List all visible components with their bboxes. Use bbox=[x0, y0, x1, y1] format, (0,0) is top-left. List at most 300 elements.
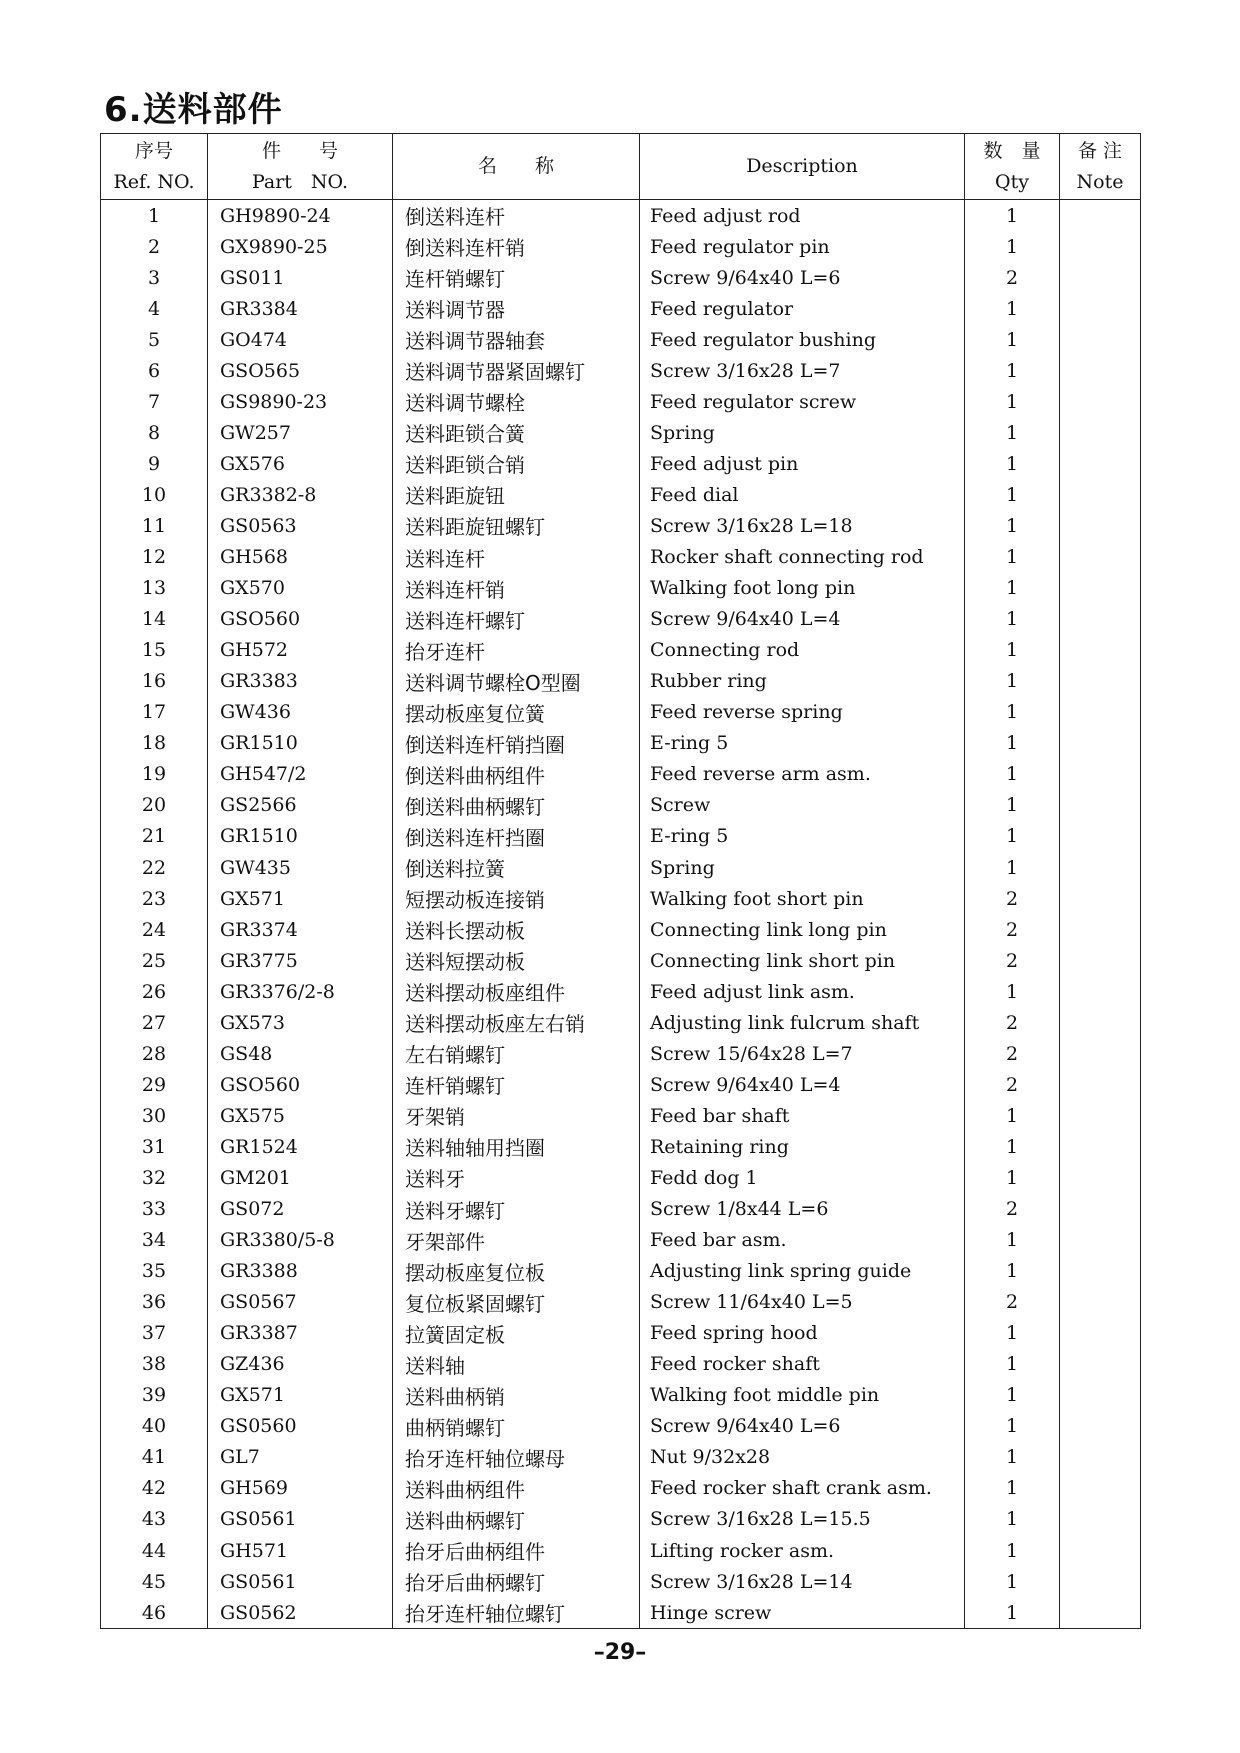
table-row bbox=[101, 604, 1141, 635]
chinese-name-cell: 送料曲柄螺钉 bbox=[393, 1504, 640, 1535]
table-row bbox=[101, 1504, 1141, 1535]
ref-cell: 15 bbox=[101, 635, 208, 666]
part-number-cell: GO474 bbox=[208, 324, 393, 355]
note-cell bbox=[1060, 821, 1141, 852]
description-cell: Feed regulator bbox=[640, 293, 965, 324]
part-number-cell: GS2566 bbox=[208, 790, 393, 821]
note-cell bbox=[1060, 883, 1141, 914]
qty-cell: 1 bbox=[965, 604, 1060, 635]
header-note bbox=[1060, 134, 1141, 200]
description-cell: Adjusting link spring guide bbox=[640, 1256, 965, 1287]
ref-cell: 21 bbox=[101, 821, 208, 852]
chinese-name-cell: 送料调节器 bbox=[393, 293, 640, 324]
ref-cell: 7 bbox=[101, 386, 208, 417]
note-cell bbox=[1060, 1256, 1141, 1287]
qty-cell: 1 bbox=[965, 293, 1060, 324]
note-cell bbox=[1060, 355, 1141, 386]
qty-cell: 1 bbox=[965, 386, 1060, 417]
chinese-name-cell: 倒送料拉簧 bbox=[393, 852, 640, 883]
ref-cell: 43 bbox=[101, 1504, 208, 1535]
header-name bbox=[393, 134, 640, 200]
qty-cell: 1 bbox=[965, 697, 1060, 728]
note-cell bbox=[1060, 1597, 1141, 1629]
ref-cell: 39 bbox=[101, 1380, 208, 1411]
part-number-cell: GH569 bbox=[208, 1473, 393, 1504]
ref-cell: 10 bbox=[101, 479, 208, 510]
note-cell bbox=[1060, 1504, 1141, 1535]
header-part-en: Part NO. bbox=[251, 170, 349, 193]
ref-cell: 11 bbox=[101, 510, 208, 541]
chinese-name-cell: 抬牙后曲柄螺钉 bbox=[393, 1566, 640, 1597]
note-cell bbox=[1060, 1007, 1141, 1038]
note-cell bbox=[1060, 914, 1141, 945]
chinese-name-cell: 倒送料连杆销 bbox=[393, 231, 640, 262]
note-cell bbox=[1060, 945, 1141, 976]
description-cell: Feed regulator bushing bbox=[640, 324, 965, 355]
description-cell: Screw 15/64x28 L=7 bbox=[640, 1038, 965, 1069]
note-cell bbox=[1060, 852, 1141, 883]
ref-cell: 36 bbox=[101, 1287, 208, 1318]
ref-cell: 29 bbox=[101, 1069, 208, 1100]
qty-cell: 1 bbox=[965, 1442, 1060, 1473]
chinese-name-cell: 送料牙 bbox=[393, 1162, 640, 1193]
part-number-cell: GH9890-24 bbox=[208, 200, 393, 232]
chinese-name-cell: 牙架销 bbox=[393, 1100, 640, 1131]
chinese-name-cell: 送料长摆动板 bbox=[393, 914, 640, 945]
table-row bbox=[101, 293, 1141, 324]
header-qty-cn: 数 量 bbox=[983, 139, 1041, 162]
chinese-name-cell: 送料调节螺栓 bbox=[393, 386, 640, 417]
qty-cell: 1 bbox=[965, 635, 1060, 666]
table-row bbox=[101, 1194, 1141, 1225]
description-cell: E-ring 5 bbox=[640, 821, 965, 852]
qty-cell: 1 bbox=[965, 1318, 1060, 1349]
ref-cell: 35 bbox=[101, 1256, 208, 1287]
part-number-cell: GSO560 bbox=[208, 1069, 393, 1100]
chinese-name-cell: 送料牙螺钉 bbox=[393, 1194, 640, 1225]
part-number-cell: GR3376/2-8 bbox=[208, 976, 393, 1007]
description-cell: Feed reverse spring bbox=[640, 697, 965, 728]
qty-cell: 1 bbox=[965, 1535, 1060, 1566]
table-row bbox=[101, 1566, 1141, 1597]
note-cell bbox=[1060, 324, 1141, 355]
description-cell: Screw 9/64x40 L=4 bbox=[640, 1069, 965, 1100]
description-cell: Adjusting link fulcrum shaft bbox=[640, 1007, 965, 1038]
chinese-name-cell: 送料短摆动板 bbox=[393, 945, 640, 976]
description-cell: Feed regulator screw bbox=[640, 386, 965, 417]
part-number-cell: GS011 bbox=[208, 262, 393, 293]
chinese-name-cell: 送料连杆 bbox=[393, 542, 640, 573]
part-number-cell: GH547/2 bbox=[208, 759, 393, 790]
part-number-cell: GR3388 bbox=[208, 1256, 393, 1287]
part-number-cell: GW436 bbox=[208, 697, 393, 728]
description-cell: Screw bbox=[640, 790, 965, 821]
table-row bbox=[101, 728, 1141, 759]
note-cell bbox=[1060, 1566, 1141, 1597]
part-number-cell: GR3383 bbox=[208, 666, 393, 697]
header-note-en: Note bbox=[1076, 170, 1124, 193]
qty-cell: 1 bbox=[965, 1162, 1060, 1193]
description-cell: Hinge screw bbox=[640, 1597, 965, 1629]
chinese-name-cell: 送料曲柄组件 bbox=[393, 1473, 640, 1504]
description-cell: Screw 3/16x28 L=15.5 bbox=[640, 1504, 965, 1535]
chinese-name-cell: 送料距旋钮 bbox=[393, 479, 640, 510]
qty-cell: 1 bbox=[965, 1473, 1060, 1504]
note-cell bbox=[1060, 573, 1141, 604]
ref-cell: 44 bbox=[101, 1535, 208, 1566]
header-name-cn: 名 称 bbox=[477, 155, 554, 177]
chinese-name-cell: 抬牙连杆 bbox=[393, 635, 640, 666]
qty-cell: 1 bbox=[965, 1597, 1060, 1629]
ref-cell: 1 bbox=[101, 200, 208, 232]
table-row bbox=[101, 883, 1141, 914]
qty-cell: 1 bbox=[965, 542, 1060, 573]
description-cell: Screw 9/64x40 L=6 bbox=[640, 262, 965, 293]
description-cell: Screw 3/16x28 L=14 bbox=[640, 1566, 965, 1597]
table-row bbox=[101, 1162, 1141, 1193]
table-header-row bbox=[101, 134, 1141, 200]
part-number-cell: GX573 bbox=[208, 1007, 393, 1038]
note-cell bbox=[1060, 510, 1141, 541]
qty-cell: 1 bbox=[965, 231, 1060, 262]
part-number-cell: GS0560 bbox=[208, 1411, 393, 1442]
description-cell: Rocker shaft connecting rod bbox=[640, 542, 965, 573]
qty-cell: 1 bbox=[965, 479, 1060, 510]
part-number-cell: GH571 bbox=[208, 1535, 393, 1566]
table-row bbox=[101, 759, 1141, 790]
note-cell bbox=[1060, 1411, 1141, 1442]
header-note-cn: 备 注 bbox=[1077, 139, 1123, 162]
part-number-cell: GR3382-8 bbox=[208, 479, 393, 510]
table-row bbox=[101, 976, 1141, 1007]
qty-cell: 2 bbox=[965, 262, 1060, 293]
table-row bbox=[101, 1411, 1141, 1442]
ref-cell: 37 bbox=[101, 1318, 208, 1349]
ref-cell: 42 bbox=[101, 1473, 208, 1504]
description-cell: Screw 9/64x40 L=6 bbox=[640, 1411, 965, 1442]
chinese-name-cell: 拉簧固定板 bbox=[393, 1318, 640, 1349]
table-row bbox=[101, 355, 1141, 386]
table-row bbox=[101, 1473, 1141, 1504]
part-number-cell: GX576 bbox=[208, 448, 393, 479]
header-qty-en: Qty bbox=[995, 170, 1029, 193]
chinese-name-cell: 送料连杆螺钉 bbox=[393, 604, 640, 635]
chinese-name-cell: 曲柄销螺钉 bbox=[393, 1411, 640, 1442]
ref-cell: 3 bbox=[101, 262, 208, 293]
note-cell bbox=[1060, 293, 1141, 324]
ref-cell: 12 bbox=[101, 542, 208, 573]
ref-cell: 22 bbox=[101, 852, 208, 883]
qty-cell: 1 bbox=[965, 976, 1060, 1007]
qty-cell: 1 bbox=[965, 1225, 1060, 1256]
table-row bbox=[101, 1100, 1141, 1131]
chinese-name-cell: 左右销螺钉 bbox=[393, 1038, 640, 1069]
chinese-name-cell: 连杆销螺钉 bbox=[393, 262, 640, 293]
description-cell: Walking foot short pin bbox=[640, 883, 965, 914]
description-cell: Feed rocker shaft crank asm. bbox=[640, 1473, 965, 1504]
note-cell bbox=[1060, 759, 1141, 790]
table-row bbox=[101, 821, 1141, 852]
part-number-cell: GR3775 bbox=[208, 945, 393, 976]
note-cell bbox=[1060, 262, 1141, 293]
ref-cell: 14 bbox=[101, 604, 208, 635]
note-cell bbox=[1060, 1069, 1141, 1100]
table-row bbox=[101, 914, 1141, 945]
page-title: 6.送料部件 bbox=[104, 90, 283, 130]
note-cell bbox=[1060, 697, 1141, 728]
chinese-name-cell: 倒送料连杆 bbox=[393, 200, 640, 232]
table-row bbox=[101, 417, 1141, 448]
table-row bbox=[101, 573, 1141, 604]
ref-cell: 13 bbox=[101, 573, 208, 604]
qty-cell: 1 bbox=[965, 790, 1060, 821]
note-cell bbox=[1060, 1038, 1141, 1069]
ref-cell: 20 bbox=[101, 790, 208, 821]
qty-cell: 2 bbox=[965, 1069, 1060, 1100]
page-number: –29– bbox=[593, 1640, 647, 1665]
chinese-name-cell: 送料调节器轴套 bbox=[393, 324, 640, 355]
ref-cell: 9 bbox=[101, 448, 208, 479]
parts-table-body bbox=[101, 200, 1141, 1629]
note-cell bbox=[1060, 1131, 1141, 1162]
description-cell: Feed spring hood bbox=[640, 1318, 965, 1349]
chinese-name-cell: 摆动板座复位板 bbox=[393, 1256, 640, 1287]
description-cell: Screw 3/16x28 L=7 bbox=[640, 355, 965, 386]
ref-cell: 38 bbox=[101, 1349, 208, 1380]
description-cell: Retaining ring bbox=[640, 1131, 965, 1162]
part-number-cell: GW257 bbox=[208, 417, 393, 448]
header-part bbox=[208, 134, 393, 200]
table-row bbox=[101, 1007, 1141, 1038]
part-number-cell: GS072 bbox=[208, 1194, 393, 1225]
chinese-name-cell: 送料调节器紧固螺钉 bbox=[393, 355, 640, 386]
ref-cell: 40 bbox=[101, 1411, 208, 1442]
note-cell bbox=[1060, 417, 1141, 448]
qty-cell: 1 bbox=[965, 1411, 1060, 1442]
note-cell bbox=[1060, 976, 1141, 1007]
qty-cell: 2 bbox=[965, 1007, 1060, 1038]
part-number-cell: GR1510 bbox=[208, 821, 393, 852]
qty-cell: 1 bbox=[965, 448, 1060, 479]
qty-cell: 2 bbox=[965, 1287, 1060, 1318]
description-cell: Feed bar asm. bbox=[640, 1225, 965, 1256]
part-number-cell: GR3380/5-8 bbox=[208, 1225, 393, 1256]
qty-cell: 2 bbox=[965, 914, 1060, 945]
note-cell bbox=[1060, 542, 1141, 573]
qty-cell: 1 bbox=[965, 728, 1060, 759]
qty-cell: 1 bbox=[965, 573, 1060, 604]
table-row bbox=[101, 1442, 1141, 1473]
chinese-name-cell: 牙架部件 bbox=[393, 1225, 640, 1256]
chinese-name-cell: 送料轴轴用挡圈 bbox=[393, 1131, 640, 1162]
description-cell: Feed regulator pin bbox=[640, 231, 965, 262]
table-row bbox=[101, 1225, 1141, 1256]
ref-cell: 46 bbox=[101, 1597, 208, 1629]
table-row bbox=[101, 852, 1141, 883]
part-number-cell: GX571 bbox=[208, 1380, 393, 1411]
table-row bbox=[101, 386, 1141, 417]
note-cell bbox=[1060, 604, 1141, 635]
description-cell: Screw 9/64x40 L=4 bbox=[640, 604, 965, 635]
note-cell bbox=[1060, 1442, 1141, 1473]
ref-cell: 6 bbox=[101, 355, 208, 386]
qty-cell: 2 bbox=[965, 1194, 1060, 1225]
ref-cell: 18 bbox=[101, 728, 208, 759]
chinese-name-cell: 倒送料连杆销挡圈 bbox=[393, 728, 640, 759]
part-number-cell: GR1524 bbox=[208, 1131, 393, 1162]
note-cell bbox=[1060, 1162, 1141, 1193]
ref-cell: 33 bbox=[101, 1194, 208, 1225]
qty-cell: 1 bbox=[965, 1504, 1060, 1535]
ref-cell: 31 bbox=[101, 1131, 208, 1162]
ref-cell: 26 bbox=[101, 976, 208, 1007]
note-cell bbox=[1060, 1225, 1141, 1256]
table-row bbox=[101, 1131, 1141, 1162]
ref-cell: 32 bbox=[101, 1162, 208, 1193]
qty-cell: 1 bbox=[965, 200, 1060, 232]
qty-cell: 2 bbox=[965, 945, 1060, 976]
chinese-name-cell: 送料摆动板座组件 bbox=[393, 976, 640, 1007]
table-row bbox=[101, 666, 1141, 697]
chinese-name-cell: 送料曲柄销 bbox=[393, 1380, 640, 1411]
table-row bbox=[101, 1380, 1141, 1411]
description-cell: Connecting link short pin bbox=[640, 945, 965, 976]
part-number-cell: GH568 bbox=[208, 542, 393, 573]
qty-cell: 1 bbox=[965, 759, 1060, 790]
table-row bbox=[101, 790, 1141, 821]
chinese-name-cell: 送料摆动板座左右销 bbox=[393, 1007, 640, 1038]
ref-cell: 41 bbox=[101, 1442, 208, 1473]
description-cell: Screw 11/64x40 L=5 bbox=[640, 1287, 965, 1318]
table-row bbox=[101, 1535, 1141, 1566]
part-number-cell: GR3384 bbox=[208, 293, 393, 324]
table-row bbox=[101, 1069, 1141, 1100]
description-cell: Connecting rod bbox=[640, 635, 965, 666]
description-cell: Rubber ring bbox=[640, 666, 965, 697]
table-row bbox=[101, 1349, 1141, 1380]
table-row bbox=[101, 231, 1141, 262]
description-cell: Screw 3/16x28 L=18 bbox=[640, 510, 965, 541]
part-number-cell: GSO560 bbox=[208, 604, 393, 635]
description-cell: Spring bbox=[640, 852, 965, 883]
note-cell bbox=[1060, 1194, 1141, 1225]
ref-cell: 45 bbox=[101, 1566, 208, 1597]
ref-cell: 19 bbox=[101, 759, 208, 790]
qty-cell: 1 bbox=[965, 1349, 1060, 1380]
part-number-cell: GS9890-23 bbox=[208, 386, 393, 417]
description-cell: Connecting link long pin bbox=[640, 914, 965, 945]
chinese-name-cell: 送料调节螺栓O型圈 bbox=[393, 666, 640, 697]
chinese-name-cell: 抬牙连杆轴位螺母 bbox=[393, 1442, 640, 1473]
part-number-cell: GL7 bbox=[208, 1442, 393, 1473]
table-row bbox=[101, 479, 1141, 510]
part-number-cell: GR1510 bbox=[208, 728, 393, 759]
note-cell bbox=[1060, 448, 1141, 479]
part-number-cell: GM201 bbox=[208, 1162, 393, 1193]
description-cell: Feed reverse arm asm. bbox=[640, 759, 965, 790]
chinese-name-cell: 抬牙后曲柄组件 bbox=[393, 1535, 640, 1566]
table-row bbox=[101, 697, 1141, 728]
description-cell: Feed rocker shaft bbox=[640, 1349, 965, 1380]
table-row bbox=[101, 448, 1141, 479]
note-cell bbox=[1060, 666, 1141, 697]
ref-cell: 16 bbox=[101, 666, 208, 697]
chinese-name-cell: 短摆动板连接销 bbox=[393, 883, 640, 914]
chinese-name-cell: 送料距旋钮螺钉 bbox=[393, 510, 640, 541]
table-row bbox=[101, 1318, 1141, 1349]
part-number-cell: GX570 bbox=[208, 573, 393, 604]
note-cell bbox=[1060, 1287, 1141, 1318]
chinese-name-cell: 送料轴 bbox=[393, 1349, 640, 1380]
table-row bbox=[101, 1256, 1141, 1287]
qty-cell: 2 bbox=[965, 883, 1060, 914]
header-ref bbox=[101, 134, 208, 200]
chinese-name-cell: 连杆销螺钉 bbox=[393, 1069, 640, 1100]
header-description bbox=[640, 134, 965, 200]
qty-cell: 1 bbox=[965, 355, 1060, 386]
qty-cell: 1 bbox=[965, 852, 1060, 883]
header-description-en: Description bbox=[746, 155, 858, 177]
part-number-cell: GS0561 bbox=[208, 1566, 393, 1597]
ref-cell: 8 bbox=[101, 417, 208, 448]
qty-cell: 1 bbox=[965, 1256, 1060, 1287]
part-number-cell: GR3387 bbox=[208, 1318, 393, 1349]
part-number-cell: GS0563 bbox=[208, 510, 393, 541]
table-row bbox=[101, 945, 1141, 976]
qty-cell: 1 bbox=[965, 417, 1060, 448]
ref-cell: 28 bbox=[101, 1038, 208, 1069]
note-cell bbox=[1060, 1380, 1141, 1411]
part-number-cell: GR3374 bbox=[208, 914, 393, 945]
chinese-name-cell: 倒送料连杆挡圈 bbox=[393, 821, 640, 852]
note-cell bbox=[1060, 231, 1141, 262]
part-number-cell: GX9890-25 bbox=[208, 231, 393, 262]
parts-table bbox=[100, 133, 1141, 1629]
part-number-cell: GS0562 bbox=[208, 1597, 393, 1629]
ref-cell: 30 bbox=[101, 1100, 208, 1131]
qty-cell: 1 bbox=[965, 1131, 1060, 1162]
chinese-name-cell: 摆动板座复位簧 bbox=[393, 697, 640, 728]
ref-cell: 27 bbox=[101, 1007, 208, 1038]
description-cell: Feed adjust link asm. bbox=[640, 976, 965, 1007]
note-cell bbox=[1060, 635, 1141, 666]
qty-cell: 1 bbox=[965, 510, 1060, 541]
part-number-cell: GZ436 bbox=[208, 1349, 393, 1380]
table-row bbox=[101, 510, 1141, 541]
ref-cell: 24 bbox=[101, 914, 208, 945]
note-cell bbox=[1060, 200, 1141, 232]
qty-cell: 2 bbox=[965, 1038, 1060, 1069]
note-cell bbox=[1060, 728, 1141, 759]
part-number-cell: GH572 bbox=[208, 635, 393, 666]
header-qty bbox=[965, 134, 1060, 200]
header-ref-cn: 序号 bbox=[134, 139, 173, 162]
table-row bbox=[101, 635, 1141, 666]
description-cell: Feed dial bbox=[640, 479, 965, 510]
qty-cell: 1 bbox=[965, 1100, 1060, 1131]
qty-cell: 1 bbox=[965, 666, 1060, 697]
description-cell: Feed adjust pin bbox=[640, 448, 965, 479]
ref-cell: 23 bbox=[101, 883, 208, 914]
description-cell: Nut 9/32x28 bbox=[640, 1442, 965, 1473]
description-cell: Walking foot long pin bbox=[640, 573, 965, 604]
chinese-name-cell: 倒送料曲柄组件 bbox=[393, 759, 640, 790]
table-row bbox=[101, 200, 1141, 232]
part-number-cell: GX575 bbox=[208, 1100, 393, 1131]
qty-cell: 1 bbox=[965, 1566, 1060, 1597]
table-row bbox=[101, 1597, 1141, 1629]
part-number-cell: GSO565 bbox=[208, 355, 393, 386]
